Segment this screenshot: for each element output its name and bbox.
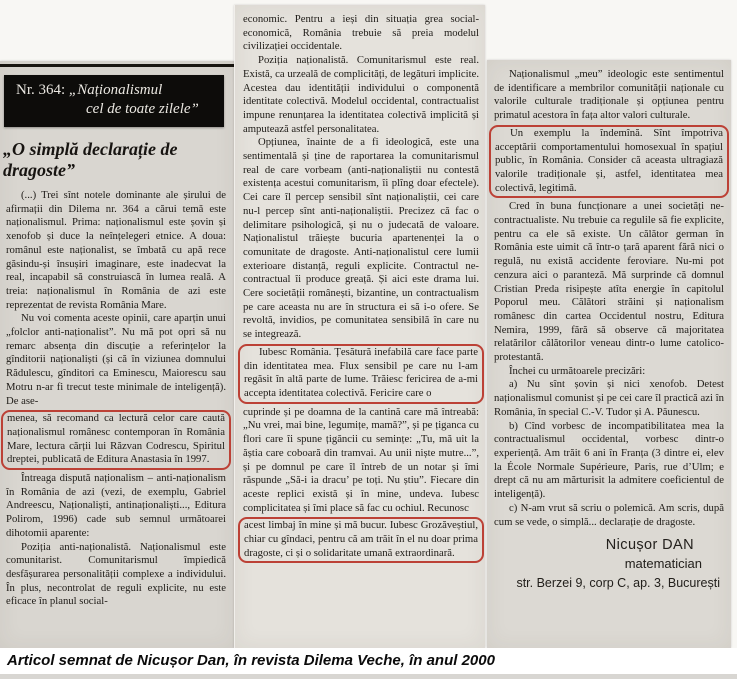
issue-masthead — [4, 75, 224, 127]
issue-theme-line1: „Naționalismul — [68, 82, 163, 98]
newspaper-column-right — [487, 60, 731, 648]
paragraph: Cred în buna funcționare a unei societăți ne-contractualiste. Nu trebuie ca regulile să fie explicite, pentru ca ele să existe. Un călător german în România este uimit că într-o țară aparent fără nici o regulă, nu există accidente feroviare. Nu-mi pot cenzura aici o paranteză. Mă surprinde că domnul Cristian Preda risipește atîta energie în capitolul Poporul meu. Călători străini și naționalism românesc din cartea Occidentul nostru, Editura Nemira, 1999, fără să observe că majoritatea relatărilor călătorilor veneau dintr-o lume catolico-protestantă. — [494, 200, 724, 364]
horizontal-rule — [0, 64, 234, 67]
newspaper-column-middle — [234, 5, 485, 648]
paragraph: a) Nu sînt șovin și nici xenofob. Detest naționalismul comunist și pe cei care îl practică azi în România, în special C.-V. Tudor și A. Păunescu. — [494, 378, 724, 418]
author-name: Nicușor DAN — [605, 537, 694, 554]
column-text — [487, 60, 731, 590]
paragraph: Poziția anti-naționalistă. Naționalismul este comunitarist. Comunitarismul împiedică desfășurarea personalității complexe a individului. În plus, necontrolat de reguli explicite, nu este eficace în planul social- — [6, 540, 226, 608]
paragraph: Închei cu următoarele precizări: — [509, 364, 646, 377]
red-annotation-box — [1, 410, 231, 470]
photo-caption: Articol semnat de Nicușor Dan, în revista Dilema Veche, în anul 2000 — [0, 648, 737, 674]
author-profession: matematician — [624, 555, 702, 571]
paragraph: Nu voi comenta aceste opinii, care aparțin unui „folclor anti-naționalist”. Nu mă pot opri să nu remarc absența din discuție a referințelor la gînditorii naționaliști (și că în viziunea domnului Rădulescu, gînditori ca Eminescu, Maiorescu sau Motru n-ar fi trecut teste minimale de inteligență). De ase- — [6, 312, 226, 407]
paragraph: c) N-am vrut să scriu o polemică. Am scris, după cum se vede, o simplă... declarație de dragoste. — [494, 501, 724, 528]
paragraph: Opțiunea, înainte de a fi ideologică, este una sentimentală și ține de raportarea la comunitarismul real de care vorbeam (anti-naționaliștii nu contestă existența acestui comunitarism, îi plîng doar efectele). Cei care îl percep sensibil sînt naționaliștii, cei care nu-l percep sînt anti-naționaliștii. Precizez că fac o delimitare psihologică, și nu o judecată de valoare. Naționalistul trăiește bucuria apartenenței la o comunitate de dragoste. Anti-naționalistul cere lumii exterioare distanță, reguli explicite. Contractul ne-contractual îi produce greață. Și aici este drama lui. Cere societății românești, bizantine, un contractualism pe care aceasta nu are în structura ei să i-o ofere. Se revoltă, invidios, pe comunitatea sensibilă în care nu se integrează. — [243, 136, 479, 341]
article-title: „O simplă declarație de dragoste” — [3, 139, 178, 180]
paragraph: cuprinde și pe doamna de la cantină care mă întreabă: „Nu vrei, mai bine, legumițe, mamă?”, și pe țiganca cu flori care îi spune țigăncii cu semințe: „Tu, mă uit la ăștia care coboară din tramvai. Au unii niște mutre...”, și pe domnul pe care îl întreb de un notar și îmi răspunde „Să-i ia dracu’ pe toți. Nu știu”. Fiecare din aceste replici există și în mine, undeva. Iubesc complicitatea și îmi place să fac cu ochiul. Recunosc — [243, 405, 479, 514]
highlighted-paragraph: menea, să recomand ca lectură celor care caută naționalismul românesc contemporan în România Mare, lectura cărții lui Răzvan Codrescu, Spiritul dreptei, publicată de Editura Anastasia în 1997. — [7, 412, 225, 466]
highlighted-paragraph: Un exemplu la îndemînă. Sînt împotriva acceptării comportamentului homosexual în spațiul public, în România. Consider că aceasta ultragiază valorile tradiționale și, astfel, identitatea mea colectivă, legitimă. — [495, 126, 723, 194]
red-annotation-box — [489, 125, 729, 199]
paragraph: (...) Trei sînt notele dominante ale șirului de afirmații din Dilema nr. 364 a cărui temă este naționalismul. Prima: naționalismul este șovin și xenofob și duce la neînțelegeri etnice. A doua: românul este naționalist, se îmbată cu apă rece găsindu-și însușiri imaginare, este inadecvat la real, incapabil să construiască în lumea reală. A treia: naționalismul în România de azi este reprezentat de revista România Mare. — [6, 189, 226, 311]
author-address: str. Berzei 9, corp C, ap. 3, București — [516, 575, 720, 590]
paragraph: Naționalismul „meu” ideologic este sentimentul de identificare a membrilor comunității naționale cu valorile culturale tradiționale și opțiunea pentru primatul acestora în fața altor valori culturale. — [494, 68, 724, 122]
paragraph: Întreaga dispută naționalism – anti-naționalism în România de azi (vezi, de exemplu, Gabriel Andreescu, Naționaliști, antinaționaliști..., Editura Polirom, 1996) cade sub semnul următoarei dihotomii aparente: — [6, 472, 226, 539]
paragraph: b) Cînd vorbesc de incompatibilitatea mea la contractualismul occidental, vorbesc dintr-o experiență. Am trăit 6 ani în Franța (3 dintre ei, elev la École Normale Supérieure, Paris, rue d’Ulm; e drept că nu am mărturisit la admitere coeficientul de inteligență). — [494, 419, 724, 501]
newspaper-column-left — [0, 61, 234, 648]
issue-number: Nr. 364: — [16, 82, 66, 98]
column-text — [0, 189, 234, 609]
column-text — [235, 5, 485, 563]
paragraph: Poziția naționalistă. Comunitarismul este real. Există, ca urzeală de complicități, de legături implicite. Acestea dau identității individului o componentă identitate colectivă. Modelul occidental, contractualist impune renunțarea la identitatea colectivă implicită și amputează astfel personalitatea. — [243, 54, 479, 135]
red-annotation-box — [238, 517, 484, 563]
issue-theme-line2: cel de toate zilele” — [86, 101, 199, 117]
paragraph: economic. Pentru a ieși din situația grea social-economică, România trebuie să preia modelul civilizației occidentale. — [243, 13, 479, 53]
highlighted-paragraph: acest limbaj în mine și mă bucur. Iubesc Grozăveștiul, chiar cu gîndaci, pentru că am trăit în el nu doar prima dragoste, ci și o solidaritate umană extraordinară. — [244, 519, 478, 559]
highlighted-paragraph: Iubesc România. Țesătură inefabilă care face parte din identitatea mea. Flux sensibil pe care nu l-am regăsit în altă parte de lume. Trăiesc fericirea de a-mi accepta identitatea colectivă. Fericire care o — [244, 345, 478, 399]
bottom-divider — [0, 674, 737, 679]
red-annotation-box — [238, 344, 484, 404]
